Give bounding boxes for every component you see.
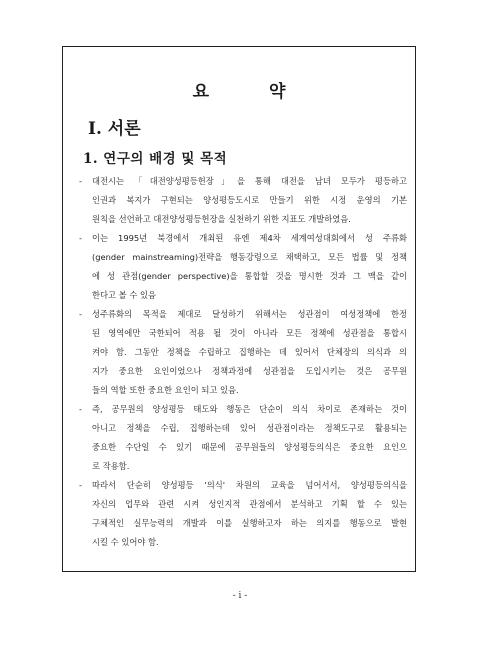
- bullet-item: [79, 229, 407, 305]
- bullet-line: 켜야 함. 그동안 정책을 수립하고 집행하는 데 있어서 단체장의 의식과 의: [92, 347, 407, 357]
- page-title: [63, 77, 417, 102]
- bullet-item: [79, 305, 407, 400]
- bullet-line: 로 작용함.: [92, 461, 130, 471]
- bullet-item: [79, 172, 407, 229]
- page-number: - ⅰ -: [232, 591, 248, 601]
- bullet-marker: -: [79, 404, 82, 414]
- bullet-line: 따라서 단순히 양성평등 '의식' 차원의 교육을 넘어서서, 양성평등의식을: [92, 480, 407, 490]
- bullet-line: 구체적인 실무능력의 개발과 이를 실행하고자 하는 의지를 행동으로 발현: [92, 518, 407, 528]
- bullet-line: 원칙을 선언하고 대전양성평등헌장을 실천하기 위한 지표도 개발하였음.: [92, 214, 351, 224]
- bullet-line: 대전시는 「대전양성평등헌장」을 통해 대전을 남녀 모두가 평등하고: [92, 176, 407, 186]
- bullet-marker: -: [79, 309, 82, 319]
- section-heading: Ⅰ. 서론: [88, 119, 141, 139]
- bullet-item: [79, 476, 407, 552]
- bullet-line: 자신의 업무와 관련 시켜 성인지적 관점에서 분석하고 기획 할 수 있는: [92, 499, 407, 509]
- summary-frame: [62, 46, 416, 572]
- bullet-line: 아니고 정책을 수립, 집행하는데 있어 성관점이라는 정책도구로 활용되는: [92, 423, 407, 433]
- bullet-line: (gender mainstreaming)전략을 행동강령으로 채택하고, 모든 법률 및 정책: [92, 252, 407, 262]
- summary-body: [79, 172, 407, 552]
- bullet-line: 이는 1995년 북경에서 개최된 유엔 제4차 세계여성대회에서 성 주류화: [92, 233, 407, 243]
- bullet-line: 들의 역할 또한 중요한 요인이 되고 있음.: [92, 385, 239, 395]
- bullet-line: 시킬 수 있어야 함.: [92, 537, 159, 547]
- bullet-line: 에 성 관점(gender perspective)을 통합할 것을 명시한 것과 그 맥을 같이: [92, 271, 407, 281]
- bullet-marker: -: [79, 176, 82, 186]
- bullet-marker: -: [79, 480, 82, 490]
- title-char-2: 약: [269, 82, 288, 102]
- subsection-heading: 1. 연구의 배경 및 목적: [83, 151, 228, 167]
- title-char-1: 요: [192, 82, 211, 102]
- bullet-item: [79, 400, 407, 476]
- bullet-line: 인권과 복지가 구현되는 양성평등도시로 만들기 위한 시정 운영의 기본: [92, 195, 407, 205]
- bullet-line: 한다고 볼 수 있음: [92, 290, 157, 300]
- bullet-marker: -: [79, 233, 82, 243]
- bullet-line: 지가 중요한 요인이었으나 정책과정에 성관점을 도입시키는 것은 공무원: [92, 366, 407, 376]
- bullet-line: 중요한 수단일 수 있기 때문에 공무원들의 양성평등의식은 중요한 요인으: [92, 442, 407, 452]
- bullet-line: 성주류화의 목적을 제대로 달성하기 위해서는 성관점이 여성정책에 한정: [92, 309, 407, 319]
- bullet-line: 된 영역에만 국한되어 적용 될 것이 아니라 모든 정책에 성관점을 통합시: [92, 328, 407, 338]
- bullet-line: 즉, 공무원의 양성평등 태도와 행동은 단순이 의식 차이로 존재하는 것이: [92, 404, 407, 414]
